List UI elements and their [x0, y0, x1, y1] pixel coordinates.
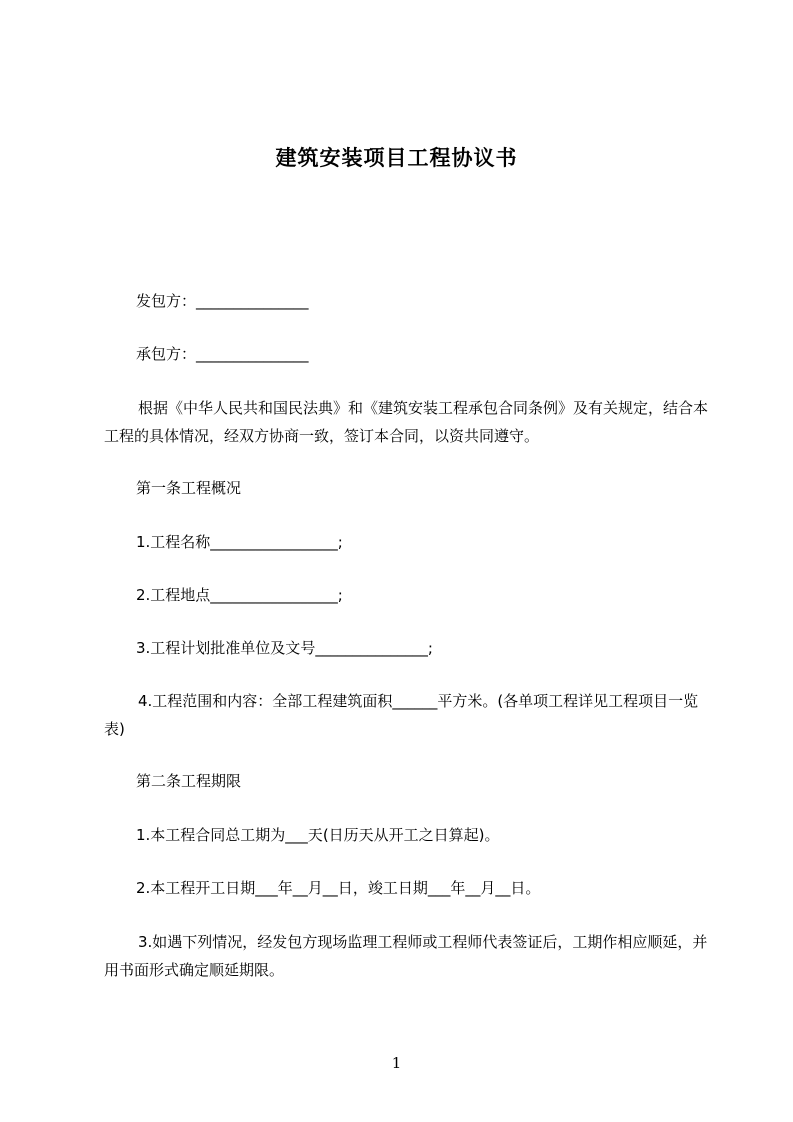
item-project-name: 1.工程名称_________________;: [136, 533, 343, 551]
item-project-scope: 4.工程范围和内容：全部工程建筑面积______平方米。(各单项工程详见工程项目一览表): [104, 692, 699, 738]
item-approval-unit: 3.工程计划批准单位及文号_______________;: [136, 639, 433, 657]
item-extension: 3.如遇下列情况，经发包方现场监理工程师或工程师代表签证后，工期作相应顺延，并用书面形式确定顺延期限。: [104, 933, 708, 979]
item-dates: 2.本工程开工日期___年__月__日，竣工日期___年__月__日。: [136, 879, 541, 897]
item-project-location: 2.工程地点_________________;: [136, 586, 343, 604]
page-number: 1: [391, 1054, 402, 1072]
employer-line: 发包方：_______________: [136, 292, 309, 310]
contractor-line: 承包方：_______________: [136, 345, 309, 363]
preamble-paragraph: 根据《中华人民共和国民法典》和《建筑安装工程承包合同条例》及有关规定，结合本工程的具体情况，经双方协商一致，签订本合同，以资共同遵守。: [104, 399, 709, 445]
document-title: 建筑安装项目工程协议书: [275, 146, 518, 170]
article-1-heading: 第一条工程概况: [136, 479, 242, 497]
item-total-duration: 1.本工程合同总工期为___天(日历天从开工之日算起)。: [136, 826, 500, 844]
article-2-heading: 第二条工程期限: [136, 772, 242, 790]
